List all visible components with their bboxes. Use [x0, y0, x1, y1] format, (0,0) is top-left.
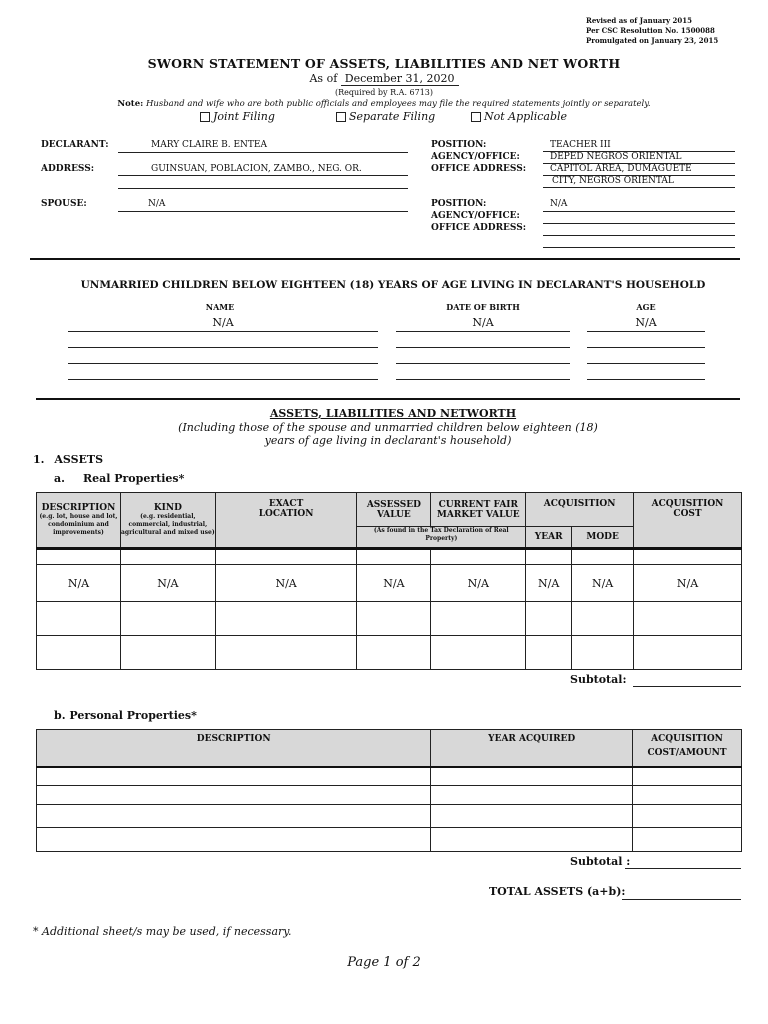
col-acquisition-cost	[634, 493, 742, 549]
spouse-label: SPOUSE:	[41, 199, 87, 209]
filing-option-joint[interactable]	[200, 110, 275, 123]
tax-declaration-note: (As found in the Tax Declaration of Real Property)	[357, 527, 526, 549]
total-line	[622, 899, 741, 900]
underline	[543, 187, 735, 188]
filing-option-not-applicable[interactable]	[471, 110, 567, 123]
header-text: KIND	[153, 503, 182, 513]
underline	[587, 331, 705, 332]
underline	[118, 211, 408, 212]
col-assessed-value	[357, 493, 431, 527]
assets-subheading: years of age living in declarant's household)	[264, 434, 512, 447]
table-row	[37, 828, 742, 852]
underline	[68, 379, 378, 380]
personal-subtotal-label: Subtotal :	[570, 855, 631, 868]
underline	[118, 175, 408, 176]
table-row	[37, 602, 742, 636]
table-cell: N/A	[120, 565, 215, 602]
section-number: 1.	[33, 453, 45, 466]
real-properties-table	[36, 492, 742, 670]
declarant-office-address: CAPITOL AREA, DUMAGUETE	[550, 164, 692, 174]
col-location	[215, 493, 357, 549]
declarant-label: DECLARANT:	[41, 140, 109, 150]
spouse-position-label: POSITION:	[431, 199, 487, 209]
revision-line: Promulgated on January 23, 2015	[586, 36, 719, 45]
col-mode: MODE	[572, 527, 634, 549]
form-title: SWORN STATEMENT OF ASSETS, LIABILITIES AND NET WORTH	[147, 56, 621, 71]
position-label: POSITION:	[431, 140, 487, 150]
address-label: ADDRESS:	[41, 164, 95, 174]
header-text: DESCRIPTION	[41, 503, 116, 513]
section-label: Real Properties*	[82, 472, 185, 485]
col-acquisition: ACQUISITION	[526, 493, 634, 527]
table-row	[37, 636, 742, 670]
office-address-label: OFFICE ADDRESS:	[431, 164, 527, 174]
underline	[543, 223, 735, 224]
underline	[587, 379, 705, 380]
real-subtotal-label: Subtotal:	[570, 673, 627, 686]
underline	[396, 363, 570, 364]
total-assets-label: TOTAL ASSETS (a+b):	[489, 885, 626, 898]
filing-option-label: Separate Filing	[349, 110, 436, 123]
col-fair-market-value	[431, 493, 526, 527]
note-text: Husband and wife who are both public officials and employees may file the required statements jointly or separately.	[145, 99, 651, 109]
spouse-name: N/A	[148, 199, 166, 209]
col-description	[37, 493, 121, 549]
child-name: N/A	[212, 316, 234, 329]
note-label: Note:	[117, 99, 144, 109]
as-of-date: December 31, 2020	[341, 72, 459, 86]
underline	[543, 247, 735, 248]
col-year-acquired: YEAR ACQUIRED	[431, 730, 633, 767]
header-text: ASSESSED	[366, 499, 421, 510]
header-text: ACQUISITION	[651, 734, 723, 744]
underline	[68, 347, 378, 348]
declarant-position: TEACHER III	[550, 140, 611, 150]
declarant-address: GUINSUAN, POBLACION, ZAMBO., NEG. OR.	[151, 164, 362, 174]
table-cell: N/A	[431, 565, 526, 602]
spouse-office-label: OFFICE ADDRESS:	[431, 223, 527, 233]
personal-properties-table	[36, 729, 742, 852]
as-of-label: As of	[309, 72, 338, 85]
required-by: (Required by R.A. 6713)	[334, 88, 434, 97]
subtotal-line	[625, 868, 741, 869]
col-acquisition-cost	[633, 730, 742, 767]
table-cell: N/A	[634, 565, 742, 602]
header-text: COST	[673, 509, 702, 519]
underline	[543, 211, 735, 212]
underline	[396, 379, 570, 380]
col-date-of-birth: DATE OF BIRTH	[446, 302, 520, 312]
header-text: ACQUISITION	[651, 499, 724, 509]
table-row	[37, 805, 742, 828]
underline	[68, 363, 378, 364]
header-text: MARKET VALUE	[436, 509, 520, 520]
section-divider	[30, 258, 740, 260]
table-cell: N/A	[572, 565, 634, 602]
checkbox-icon[interactable]	[200, 112, 210, 122]
table-cell: N/A	[215, 565, 357, 602]
col-age: AGE	[636, 302, 656, 312]
col-kind	[120, 493, 215, 549]
underline	[396, 347, 570, 348]
filing-option-label: Joint Filing	[213, 110, 275, 123]
header-subtext: (e.g. residential, commercial, industrial, agricultural and mixed use)	[121, 513, 215, 536]
revision-line: Per CSC Resolution No. 1500088	[586, 26, 715, 35]
section-divider	[36, 398, 740, 400]
filing-option-separate[interactable]	[336, 110, 435, 123]
underline	[587, 347, 705, 348]
assets-heading: ASSETS, LIABILITIES AND NETWORTH	[269, 407, 517, 420]
real-properties-label	[54, 472, 184, 485]
underline	[396, 331, 570, 332]
header-text: VALUE	[376, 509, 411, 520]
subtotal-line	[633, 686, 741, 687]
spouse-agency-label: AGENCY/OFFICE:	[431, 211, 520, 221]
table-row	[37, 786, 742, 805]
underline	[587, 363, 705, 364]
personal-properties-label: b. Personal Properties*	[54, 709, 197, 722]
table-cell: N/A	[37, 565, 121, 602]
underline	[68, 331, 378, 332]
underline	[118, 152, 408, 153]
table-row	[37, 565, 742, 602]
underline	[543, 235, 735, 236]
section-label: ASSETS	[54, 453, 104, 466]
note	[0, 99, 768, 109]
declarant-office-address: CITY, NEGROS ORIENTAL	[552, 176, 674, 186]
footnote: * Additional sheet/s may be used, if necessary.	[33, 925, 292, 938]
as-of-line	[0, 72, 768, 86]
declarant-agency: DEPED NEGROS ORIENTAL	[550, 152, 682, 162]
filing-option-label: Not Applicable	[484, 110, 568, 123]
assets-subheading: (Including those of the spouse and unmarried children below eighteen (18)	[178, 421, 598, 434]
revision-note	[586, 16, 718, 46]
col-name: NAME	[205, 302, 235, 312]
agency-label: AGENCY/OFFICE:	[431, 152, 520, 162]
header-text: LOCATION	[258, 509, 314, 519]
col-year: YEAR	[526, 527, 572, 549]
declarant-name: MARY CLAIRE B. ENTEA	[151, 140, 267, 150]
table-cell: N/A	[526, 565, 572, 602]
child-age: N/A	[635, 316, 657, 329]
checkbox-icon[interactable]	[471, 112, 481, 122]
checkbox-icon[interactable]	[336, 112, 346, 122]
page-number: Page 1 of 2	[347, 955, 421, 970]
col-description: DESCRIPTION	[37, 730, 431, 767]
table-cell: N/A	[357, 565, 431, 602]
header-text: EXACT	[268, 499, 304, 509]
spouse-position: N/A	[550, 199, 568, 209]
child-dob: N/A	[472, 316, 494, 329]
revision-line: Revised as of January 2015	[586, 16, 692, 25]
assets-label	[33, 453, 103, 466]
underline	[118, 188, 408, 189]
children-heading: UNMARRIED CHILDREN BELOW EIGHTEEN (18) YEARS OF AGE LIVING IN DECLARANT'S HOUSEHOLD	[80, 279, 706, 291]
table-row	[37, 767, 742, 786]
header-text: CURRENT FAIR	[438, 499, 518, 510]
header-text: COST/AMOUNT	[647, 748, 727, 758]
header-subtext: (e.g. lot, house and lot, condominium and improvements)	[39, 513, 118, 536]
section-letter: a.	[54, 472, 65, 485]
